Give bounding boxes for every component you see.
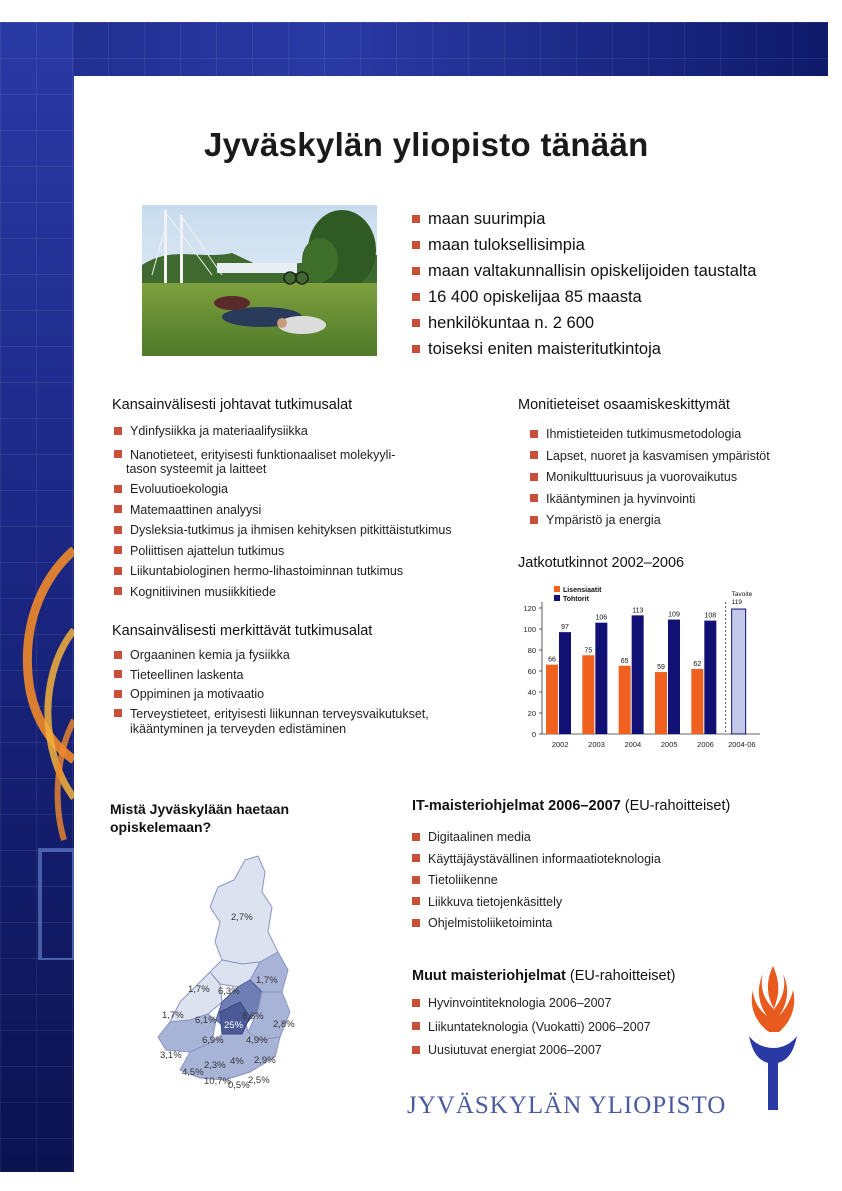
bullet-square-icon <box>412 833 420 841</box>
y-tick-label: 80 <box>527 646 536 655</box>
bar-lisensiaatit <box>655 672 667 734</box>
list-item: Ikääntyminen ja hyvinvointi <box>530 489 770 511</box>
bullet-square-icon <box>114 526 122 534</box>
legend-label-lisensiaatit: Lisensiaatit <box>563 587 602 594</box>
list-item: Liikkuva tietojenkäsittely <box>412 892 661 914</box>
map-region-north <box>210 856 278 964</box>
list-item <box>412 258 756 284</box>
other-programs-heading: Muut maisteriohjelmat (EU-rahoitteiset) <box>412 968 676 984</box>
data-label-lisensiaatit: 62 <box>693 660 702 668</box>
torch-logo-icon <box>735 958 811 1116</box>
bullet-square-icon <box>114 505 122 513</box>
bullet-square-icon <box>412 215 420 223</box>
y-tick-label: 20 <box>527 709 536 718</box>
list-item: Matemaattinen analyysi <box>114 500 452 521</box>
bullet-square-icon <box>114 427 122 435</box>
list-item: Monikulttuurisuus ja vuorovaikutus <box>530 467 770 489</box>
list-item-text: maan suurimpia <box>428 210 546 228</box>
list-item: Lapset, nuoret ja kasvamisen ympäristöt <box>530 446 770 468</box>
university-logo-text: JYVÄSKYLÄN YLIOPISTO <box>407 1092 727 1119</box>
x-tick-label: 2005 <box>660 740 678 749</box>
list-item: Kognitiivinen musiikkitiede <box>114 582 452 603</box>
bullet-square-icon <box>412 876 420 884</box>
legend-swatch-lisensiaatit <box>554 586 560 592</box>
y-tick-label: 40 <box>527 688 536 697</box>
list-item: Uusiutuvat energiat 2006–2007 <box>412 1039 651 1063</box>
list-item <box>412 206 756 232</box>
list-item: Hyvinvointiteknologia 2006–2007 <box>412 992 651 1016</box>
list-item: Nanotieteet, erityisesti funktionaaliset molekyyli- tason systeemit ja laitteet <box>114 445 452 478</box>
bar-lisensiaatit <box>691 669 703 734</box>
bullet-square-icon <box>114 485 122 493</box>
bullet-square-icon <box>412 854 420 862</box>
map-heading: Mistä Jyväskylään haetaan opiskelemaan? <box>110 801 289 835</box>
target-value-label: 119 <box>731 599 743 607</box>
bullet-square-icon <box>412 267 420 275</box>
bar-tavoite <box>732 609 746 734</box>
list-item: Ympäristö ja energia <box>530 510 770 532</box>
page-title: Jyväskylän yliopisto tänään <box>204 126 649 163</box>
list-item: Liikuntateknologia (Vuokatti) 2006–2007 <box>412 1016 651 1040</box>
x-tick-label: 2003 <box>588 740 605 749</box>
clusters-list <box>530 424 770 532</box>
target-label: Tavoite <box>731 591 753 599</box>
bullet-square-icon <box>412 293 420 301</box>
data-label-lisensiaatit: 65 <box>620 657 629 665</box>
bullet-square-icon <box>530 516 538 524</box>
bullet-square-icon <box>114 670 122 678</box>
list-item: Oppiminen ja motivaatio <box>114 685 429 705</box>
list-item-text: maan valtakunnallisin opiskelijoiden taustalta <box>428 262 757 280</box>
list-item-text: maan tuloksellisimpia <box>428 236 585 254</box>
bullet-square-icon <box>412 897 420 905</box>
bullet-square-icon <box>530 451 538 459</box>
chart-heading: Jatkotutkinnot 2002–2006 <box>518 555 685 571</box>
x-tick-label: 2004-06 <box>728 740 756 749</box>
list-item <box>412 336 756 362</box>
list-item: Evoluutioekologia <box>114 479 452 500</box>
bar-tohtorit <box>595 623 607 734</box>
x-tick-label: 2004 <box>624 740 642 749</box>
clusters-heading: Monitieteiset osaamiskeskittymät <box>518 397 730 413</box>
list-item-text: toiseksi eniten maisteritutkintoja <box>428 340 661 358</box>
x-tick-label: 2002 <box>551 740 569 749</box>
bullet-square-icon <box>412 345 420 353</box>
bar-tohtorit <box>632 615 644 734</box>
y-tick-label: 60 <box>527 667 536 676</box>
frame-flame-decoration <box>0 520 74 960</box>
bar-tohtorit <box>559 632 571 734</box>
y-tick-label: 0 <box>531 730 536 739</box>
list-item-text: 16 400 opiskelijaa 85 maasta <box>428 288 642 306</box>
bar-tohtorit <box>668 620 680 734</box>
bullet-square-icon <box>530 473 538 481</box>
legend-label-tohtorit: Tohtorit <box>563 596 589 603</box>
y-tick-label: 100 <box>523 625 536 634</box>
bullet-square-icon <box>530 494 538 502</box>
list-item: Poliittisen ajattelun tutkimus <box>114 541 452 562</box>
list-item: Liikuntabiologinen hermo-lihastoiminnan tutkimus <box>114 561 452 582</box>
bullet-square-icon <box>412 919 420 927</box>
bullet-square-icon <box>114 567 122 575</box>
bullet-square-icon <box>412 1046 420 1054</box>
bullet-square-icon <box>114 546 122 554</box>
data-label-tohtorit: 113 <box>632 607 644 615</box>
campus-photo <box>142 205 377 356</box>
intro-list <box>412 206 756 362</box>
bar-lisensiaatit <box>619 666 631 734</box>
legend-swatch-tohtorit <box>554 595 560 601</box>
list-item: Ydinfysiikka ja materiaalifysiikka <box>114 421 452 442</box>
it-programs-heading: IT-maisteriohjelmat 2006–2007 (EU-rahoitteiset) <box>412 798 731 814</box>
bullet-square-icon <box>114 587 122 595</box>
bullet-square-icon <box>412 241 420 249</box>
other-programs-list <box>412 992 651 1063</box>
bullet-square-icon <box>114 690 122 698</box>
notable-fields-heading: Kansainvälisesti merkittävät tutkimusalat <box>112 623 373 639</box>
list-item <box>412 232 756 258</box>
list-item: Ohjelmistoliiketoiminta <box>412 913 661 935</box>
it-programs-list <box>412 827 661 935</box>
list-item: Tieteellinen laskenta <box>114 666 429 686</box>
list-item: Tietoliikenne <box>412 870 661 892</box>
leading-fields-heading: Kansainvälisesti johtavat tutkimusalat <box>112 397 353 413</box>
bullet-square-icon <box>412 319 420 327</box>
data-label-tohtorit: 106 <box>595 614 608 622</box>
y-tick-label: 120 <box>523 604 536 613</box>
bullet-square-icon <box>530 430 538 438</box>
doctoral-degrees-chart <box>512 582 764 754</box>
bullet-square-icon <box>412 999 420 1007</box>
bar-lisensiaatit <box>582 655 594 734</box>
x-tick-label: 2006 <box>697 740 714 749</box>
list-item <box>412 284 756 310</box>
notable-fields-list <box>114 646 429 739</box>
list-item-text: henkilökuntaa n. 2 600 <box>428 314 595 332</box>
bar-lisensiaatit <box>546 665 558 734</box>
data-label-tohtorit: 109 <box>668 611 680 619</box>
bar-tohtorit <box>704 621 716 734</box>
list-item <box>412 310 756 336</box>
bullet-square-icon <box>114 450 122 458</box>
list-item: Käyttäjäystävällinen informaatioteknologia <box>412 849 661 871</box>
bullet-square-icon <box>114 651 122 659</box>
data-label-tohtorit: 97 <box>561 624 569 632</box>
leading-fields-list <box>114 421 452 602</box>
data-label-tohtorit: 108 <box>704 612 717 620</box>
bullet-square-icon <box>114 709 122 717</box>
data-label-lisensiaatit: 75 <box>584 647 593 655</box>
list-item: Orgaaninen kemia ja fysiikka <box>114 646 429 666</box>
bullet-square-icon <box>412 1022 420 1030</box>
top-frame-band <box>0 22 828 76</box>
data-label-lisensiaatit: 59 <box>657 664 665 672</box>
list-item: Ihmistieteiden tutkimusmetodologia <box>530 424 770 446</box>
data-label-lisensiaatit: 66 <box>548 656 556 664</box>
list-item: Dysleksia-tutkimus ja ihmisen kehityksen pitkittäistutkimus <box>114 520 452 541</box>
list-item: Terveystieteet, erityisesti liikunnan terveysvaikutukset, ikääntyminen ja terveyden edistäminen <box>114 705 429 738</box>
list-item: Digitaalinen media <box>412 827 661 849</box>
